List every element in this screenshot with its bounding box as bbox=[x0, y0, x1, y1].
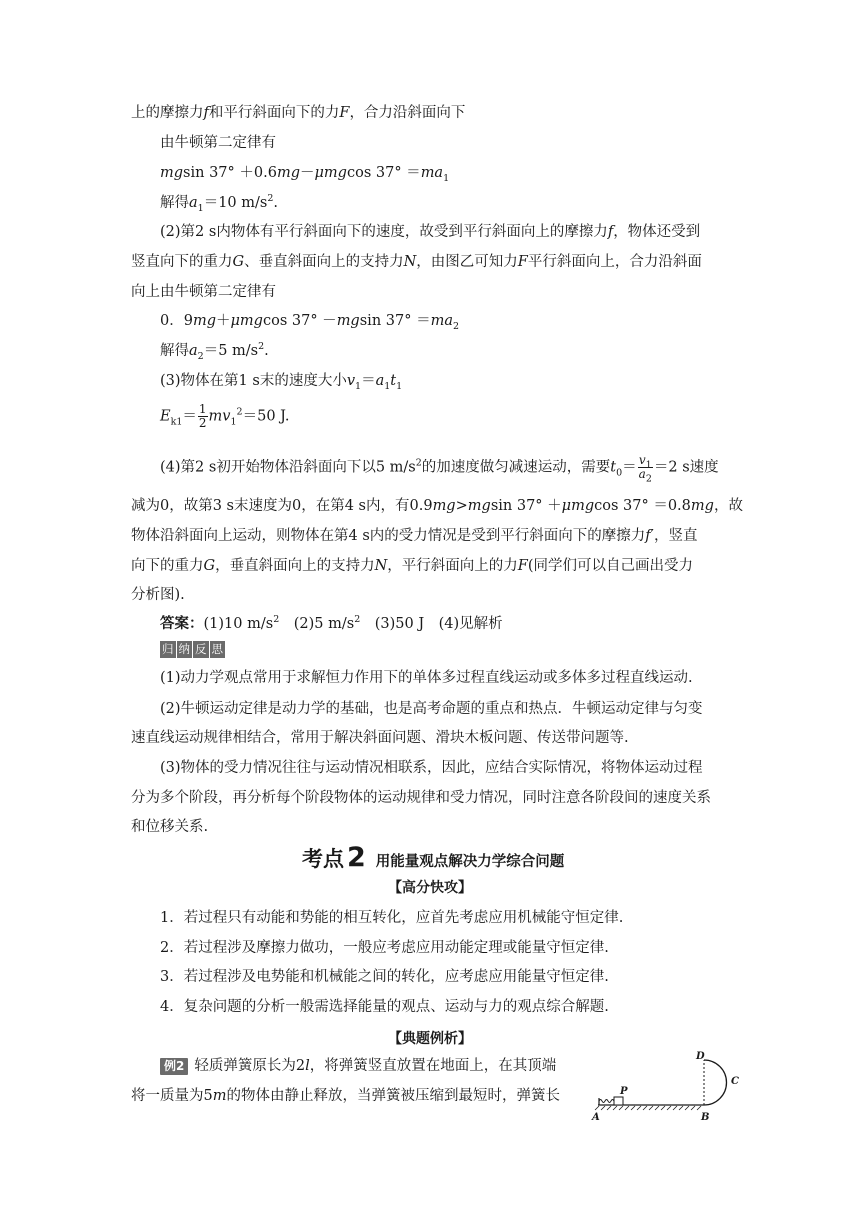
tip-item: 1．若过程只有动能和势能的相互转化，应首先考虑应用机械能守恒定律. bbox=[160, 910, 624, 926]
reflection-line: 和位移关系. bbox=[131, 819, 209, 835]
tip-item: 3．若过程涉及电势能和机械能之间的转化，应考虑应用能量守恒定律. bbox=[160, 969, 609, 985]
label-c: C bbox=[731, 1076, 739, 1087]
label-a: A bbox=[592, 1112, 600, 1123]
paragraph-line: 上的摩擦力f和平行斜面向下的力F，合力沿斜面向下 bbox=[131, 105, 466, 121]
equation: 0．9mg＋μmgcos 37° －mgsin $37^\circ =ma_2$ bbox=[160, 313, 460, 332]
reflection-line: 速直线运动规律相结合，常用于解决斜面问题、滑块木板问题、传送带问题等. bbox=[131, 730, 629, 746]
reflection-line: (1)动力学观点常用于求解恒力作用下的单体多过程直线运动或多体多过程直线运动. bbox=[160, 670, 693, 686]
track-diagram bbox=[590, 1050, 750, 1125]
answer-label: 答案： bbox=[160, 615, 204, 632]
tip-item: 4．复杂问题的分析一般需选择能量的观点、运动与力的观点综合解题. bbox=[160, 999, 609, 1015]
equation: mgsin 37° ＋0.6mg－μmgcos $37^\circ =ma_1$ bbox=[160, 165, 450, 184]
section-heading bbox=[302, 842, 564, 873]
tip-item: 2．若过程涉及摩擦力做功，一般应考虑应用动能定理或能量守恒定律. bbox=[160, 940, 609, 956]
paragraph-line: 减为0，故第3 s末速度为0，在第4 s内，有0.9mg>mgsin 37° ＋μmgcos 37° ＝0.8mg，故 bbox=[131, 498, 743, 514]
reflection-line: (2)牛顿运动定律是动力学的基础，也是高考命题的重点和热点．牛顿运动定律与匀变 bbox=[160, 701, 703, 717]
section-title: 用能量观点解决力学综合问题 bbox=[375, 854, 565, 870]
reflection-badge: 归 纳 反 思 bbox=[162, 642, 223, 656]
equation: $E_{k1}=$ $\frac{1}{2}$ $mv_1^2=50$ J. bbox=[160, 402, 290, 430]
paragraph-line: (2)第2 s内物体有平行斜面向下的速度，故受到平行斜面向上的摩擦力f，物体还受到 bbox=[160, 224, 701, 240]
reflection-line: 分为多个阶段，再分析每个阶段物体的运动规律和受力情况，同时注意各阶段间的速度关系 bbox=[131, 790, 711, 806]
section-number: 2 bbox=[347, 842, 366, 873]
answer-line: 答案：(1)10 $m/s^2$ (2)5 $m/s^2$ (3)50 J (4)见解析 bbox=[160, 614, 503, 632]
label-b: B bbox=[701, 1112, 710, 1123]
paragraph-line: 竖直向下的重力G、垂直斜面向上的支持力N，由图乙可知力F平行斜面向上，合力沿斜面 bbox=[131, 254, 702, 270]
paragraph-line: 向下的重力G，垂直斜面向上的支持力N，平行斜面向上的力F(同学们可以自己画出受力 bbox=[131, 558, 693, 574]
fast-tips-heading: 【高分快攻】 bbox=[388, 880, 472, 896]
label-d: D bbox=[696, 1051, 705, 1062]
result-line: 解得$a_1=10$ $m/s^2$. bbox=[160, 193, 278, 214]
paragraph-line: 分析图). bbox=[131, 587, 185, 603]
section-label: 考点 bbox=[302, 847, 344, 871]
label-p: P bbox=[620, 1086, 628, 1097]
paragraph-line: 物体沿斜面向上运动，则物体在第4 s内的受力情况是受到平行斜面向下的摩擦力f′，竖直 bbox=[131, 528, 698, 544]
paragraph-line: 由牛顿第二定律有 bbox=[160, 135, 276, 151]
paragraph-line: 向上由牛顿第二定律有 bbox=[131, 284, 276, 300]
reflection-line: (3)物体的受力情况往往与运动情况相联系，因此，应结合实际情况，将物体运动过程 bbox=[160, 760, 703, 776]
paragraph-line: (4)第2 s初开始物体沿斜面向下以5 $m/s^2$的加速度做匀减速运动，需要$t_0=$ $\frac{v_1}{a_2}$ ＝2 s速度 bbox=[160, 453, 719, 485]
example-line: 将一质量为5m的物体由静止释放，当弹簧被压缩到最短时，弹簧长 bbox=[131, 1088, 560, 1104]
example-heading: 【典题例析】 bbox=[388, 1031, 472, 1047]
result-line: 解得$a_2=5$ $m/s^2$. bbox=[160, 341, 269, 362]
example-badge: 例2 bbox=[160, 1058, 188, 1075]
example-line: 例2 轻质弹簧原长为2l，将弹簧竖直放置在地面上，在其顶端 bbox=[160, 1056, 556, 1076]
paragraph-line: (3)物体在第1 s末的速度大小$v_1=a_1t_1$ bbox=[160, 373, 403, 392]
